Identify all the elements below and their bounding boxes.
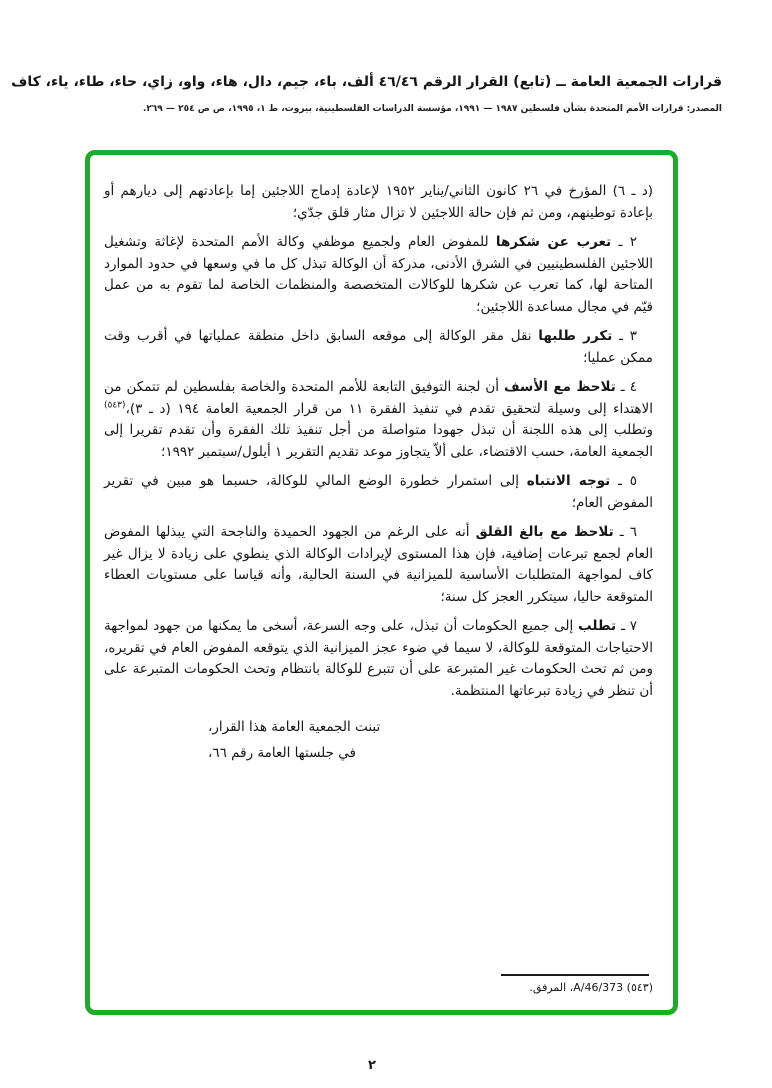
paragraph-text-segment: ٤ ـ bbox=[615, 379, 637, 395]
resolution-paragraph bbox=[104, 522, 653, 608]
resolution-paragraph bbox=[104, 471, 653, 514]
footnote-area bbox=[104, 974, 653, 994]
paragraph-text-segment: تلاحظ مع الأسف bbox=[503, 379, 616, 395]
paragraph-text-segment: نقل مقر الوكالة إلى موقعه السابق داخل منطقة عملياتها في أقرب وقت ممكن عمليا؛ bbox=[104, 328, 653, 366]
closing-line: تبنت الجمعية العامة هذا القرار، bbox=[208, 719, 381, 735]
resolution-paragraph bbox=[104, 181, 653, 224]
closing-line: في جلستها العامة رقم ٦٦، bbox=[208, 745, 356, 761]
resolution-paragraph bbox=[104, 232, 653, 318]
resolution-border-box bbox=[85, 150, 678, 1015]
paragraph-text-segment: أنه على الرغم من الجهود الحميدة والناجحة التي يبذلها المفوض العام لجمع تبرعات إضافية، فإن هذا المستوى لإيرادات الوكالة الذي ينطوي على زيادة لا يزال غير كاف لمواجهة المتطلبات الأساسية للميزانية في السنة الحالية، وأنه قياسا على مستويات العطاء المتوقعة حاليا، سيتكرر العجز كل سنة؛ bbox=[104, 524, 653, 605]
paragraph-text-segment: إلى استمرار خطورة الوضع المالي للوكالة، حسبما هو مبين في تقرير المفوض العام؛ bbox=[104, 473, 653, 511]
paragraph-text-segment: (د ـ ٦) المؤرخ في ٢٦ كانون الثاني/يناير ١٩٥٢ لإعادة إدماج اللاجئين إما بإعادتهم إلى ديارهم أو بإعادة توطينهم، ومن ثم فإن حالة اللاجئين لا تزال مثار قلق جدّي؛ bbox=[104, 183, 653, 221]
paragraph-text-segment: تكرر طلبها bbox=[538, 328, 613, 344]
paragraph-text-segment: ٣ ـ bbox=[612, 328, 637, 344]
paragraph-text-segment: ٧ ـ bbox=[616, 618, 637, 634]
paragraph-text-segment: أن لجنة التوفيق التابعة للأمم المتحدة والخاصة بفلسطين لم تتمكن من الاهتداء إلى وسيلة لتحقيق تقدم في تنفيذ الفقرة ١١ من قرار الجمعية العامة ١٩٤ (د ـ ٣)، bbox=[104, 379, 653, 417]
source-citation-line: المصدر: قرارات الأمم المتحدة بشأن فلسطين ١٩٨٧ — ١٩٩١، مؤسسة الدراسات الفلسطينية، بيروت، ط ١، ١٩٩٥، ص ص ٢٥٤ — ٢٦٩. bbox=[142, 104, 722, 114]
paragraph-text-segment: ٥ ـ bbox=[610, 473, 637, 489]
footnote-separator-rule bbox=[501, 974, 649, 976]
closing-lines-block bbox=[104, 714, 653, 766]
page-header bbox=[11, 72, 722, 114]
paragraph-text-segment: تعرب عن شكرها bbox=[495, 234, 612, 250]
footnote-text: (٥٤٣) A/46/373، المرفق. bbox=[529, 981, 653, 994]
footnote-reference-marker: (٥٤٣) bbox=[104, 400, 126, 410]
paragraph-text-segment: ٢ ـ bbox=[611, 234, 637, 250]
resolution-paragraph bbox=[104, 616, 653, 702]
paragraph-text-segment: ٦ ـ bbox=[613, 524, 637, 540]
paragraph-text-segment: توجه الانتباه bbox=[526, 473, 611, 489]
paragraph-text-segment: للمفوض العام ولجميع موظفي وكالة الأمم المتحدة لإغاثة وتشغيل اللاجئين الفلسطينيين في الشرق الأدنى، مدركة أن الوكالة تبذل كل ما في وسعها في حدود الموارد المتاحة لها، كما تعرب عن شكرها للوكالات المتخصصة والمنظمات الخاصة لما تقوم به من عمل قيّم في مجال مساعدة اللاجئين؛ bbox=[104, 234, 653, 315]
paragraph-text-segment: تطلب bbox=[578, 618, 617, 634]
paragraph-text-segment: وتطلب إلى هذه اللجنة أن تبذل جهودا متواصلة من أجل تنفيذ تلك الفقرة وأن تقدم تقريرا إلى الجمعية العامة، حسب الاقتضاء، على ألاّ يتجاوز موعد تقديم التقرير ١ أيلول/سبتمبر ١٩٩٢؛ bbox=[104, 422, 653, 460]
resolution-paragraphs bbox=[104, 181, 653, 702]
paragraph-text-segment: تلاحظ مع بالغ القلق bbox=[475, 524, 614, 540]
resolution-paragraph bbox=[104, 326, 653, 369]
resolution-paragraph bbox=[104, 377, 653, 463]
page-number: ٢ bbox=[368, 1058, 376, 1073]
resolution-header-title: قرارات الجمعية العامة ــ (تابع) القرار الرقم ٤٦/٤٦ ألف، باء، جيم، دال، هاء، واو، زاي، حاء، طاء، ياء، كاف bbox=[11, 74, 722, 90]
paragraph-text-segment: إلى جميع الحكومات أن تبذل، على وجه السرعة، أسخى ما يمكنها من جهود لمواجهة الاحتياجات المتوقعة للوكالة، لا سيما في ضوء عجز الميزانية الذي يتوقعه المفوض العام في تقريره، ومن ثم تحث الحكومات غير المتبرعة على أن تتبرع للوكالة بانتظام وتحث الحكومات المتبرعة على أن تنظر في زيادة تبرعاتها المنتظمة. bbox=[104, 618, 653, 699]
